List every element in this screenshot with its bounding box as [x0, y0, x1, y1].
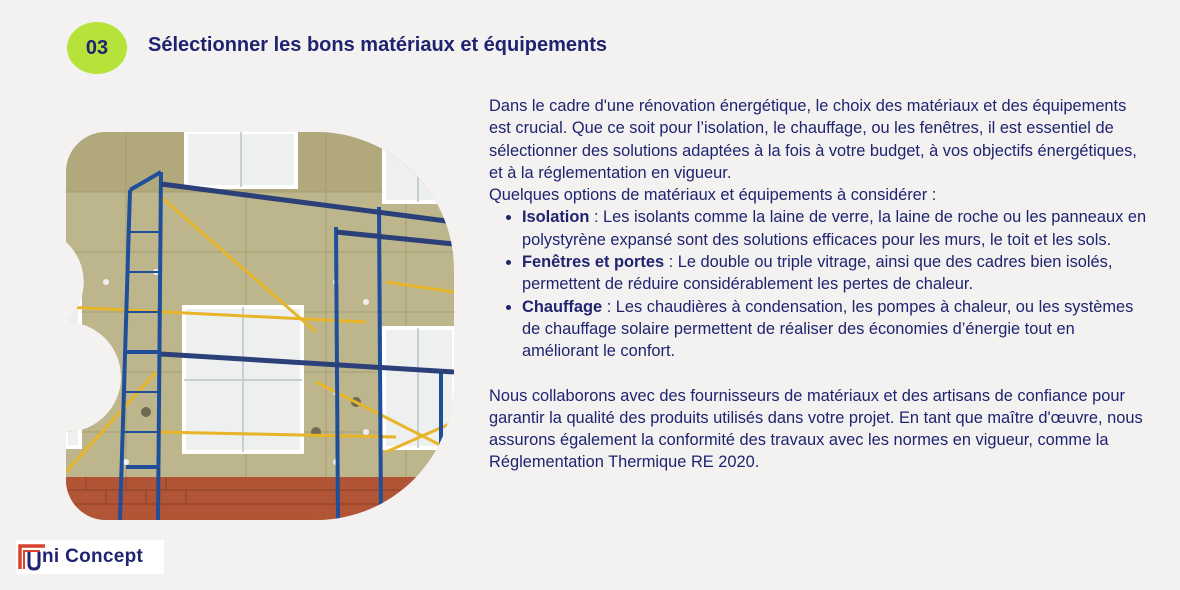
- list-item-text: : Les chaudières à condensation, les pompes à chaleur, ou les systèmes de chauffage solaire permettent de réaliser des économies d’énergie tout en améliorant le confort.: [522, 297, 1134, 361]
- uni-concept-logo: [16, 540, 164, 574]
- list-item-label: Chauffage: [522, 297, 603, 316]
- section-number: 03: [85, 36, 109, 59]
- intro-paragraph: Dans le cadre d'une rénovation énergétique, le choix des matériaux et des équipements est crucial. Que ce soit pour l’isolation, le chauffage, ou les fenêtres, il est essentiel de sélectionner des solutions adaptées à la fois à votre budget, à vos objectifs énergétiques, et à la réglementation en vigueur.: [489, 97, 1137, 182]
- logo-text: ni Concept: [42, 546, 144, 567]
- list-item: [522, 251, 1149, 296]
- page-title: Sélectionner les bons matériaux et équipements: [148, 34, 608, 56]
- list-intro: Quelques options de matériaux et équipements à considérer :: [489, 186, 937, 205]
- main-text: [489, 95, 1149, 474]
- list-item-text: : Le double ou triple vitrage, ainsi que des cadres bien isolés, permettent de réduire considérablement les pertes de chaleur.: [522, 253, 1113, 294]
- options-list: [489, 206, 1149, 362]
- closing-paragraph: Nous collaborons avec des fournisseurs de matériaux et des artisans de confiance pour garantir la qualité des produits utilisés dans votre projet. En tant que maître d'œuvre, nous assurons également la conformité des travaux avec les normes en vigueur, comme la Réglementation Thermique RE 2020.: [489, 386, 1143, 472]
- list-item-text: : Les isolants comme la laine de verre, la laine de roche ou les panneaux en polystyrène expansé sont des solutions efficaces pour les murs, le toit et les sols.: [522, 208, 1147, 249]
- list-item: [522, 296, 1149, 363]
- section-number-badge: [67, 22, 127, 74]
- scaffolding-facade-insulation-photo: [66, 132, 454, 520]
- list-item: [522, 206, 1149, 251]
- list-item-label: Isolation: [522, 208, 590, 227]
- list-item-label: Fenêtres et portes: [522, 253, 665, 272]
